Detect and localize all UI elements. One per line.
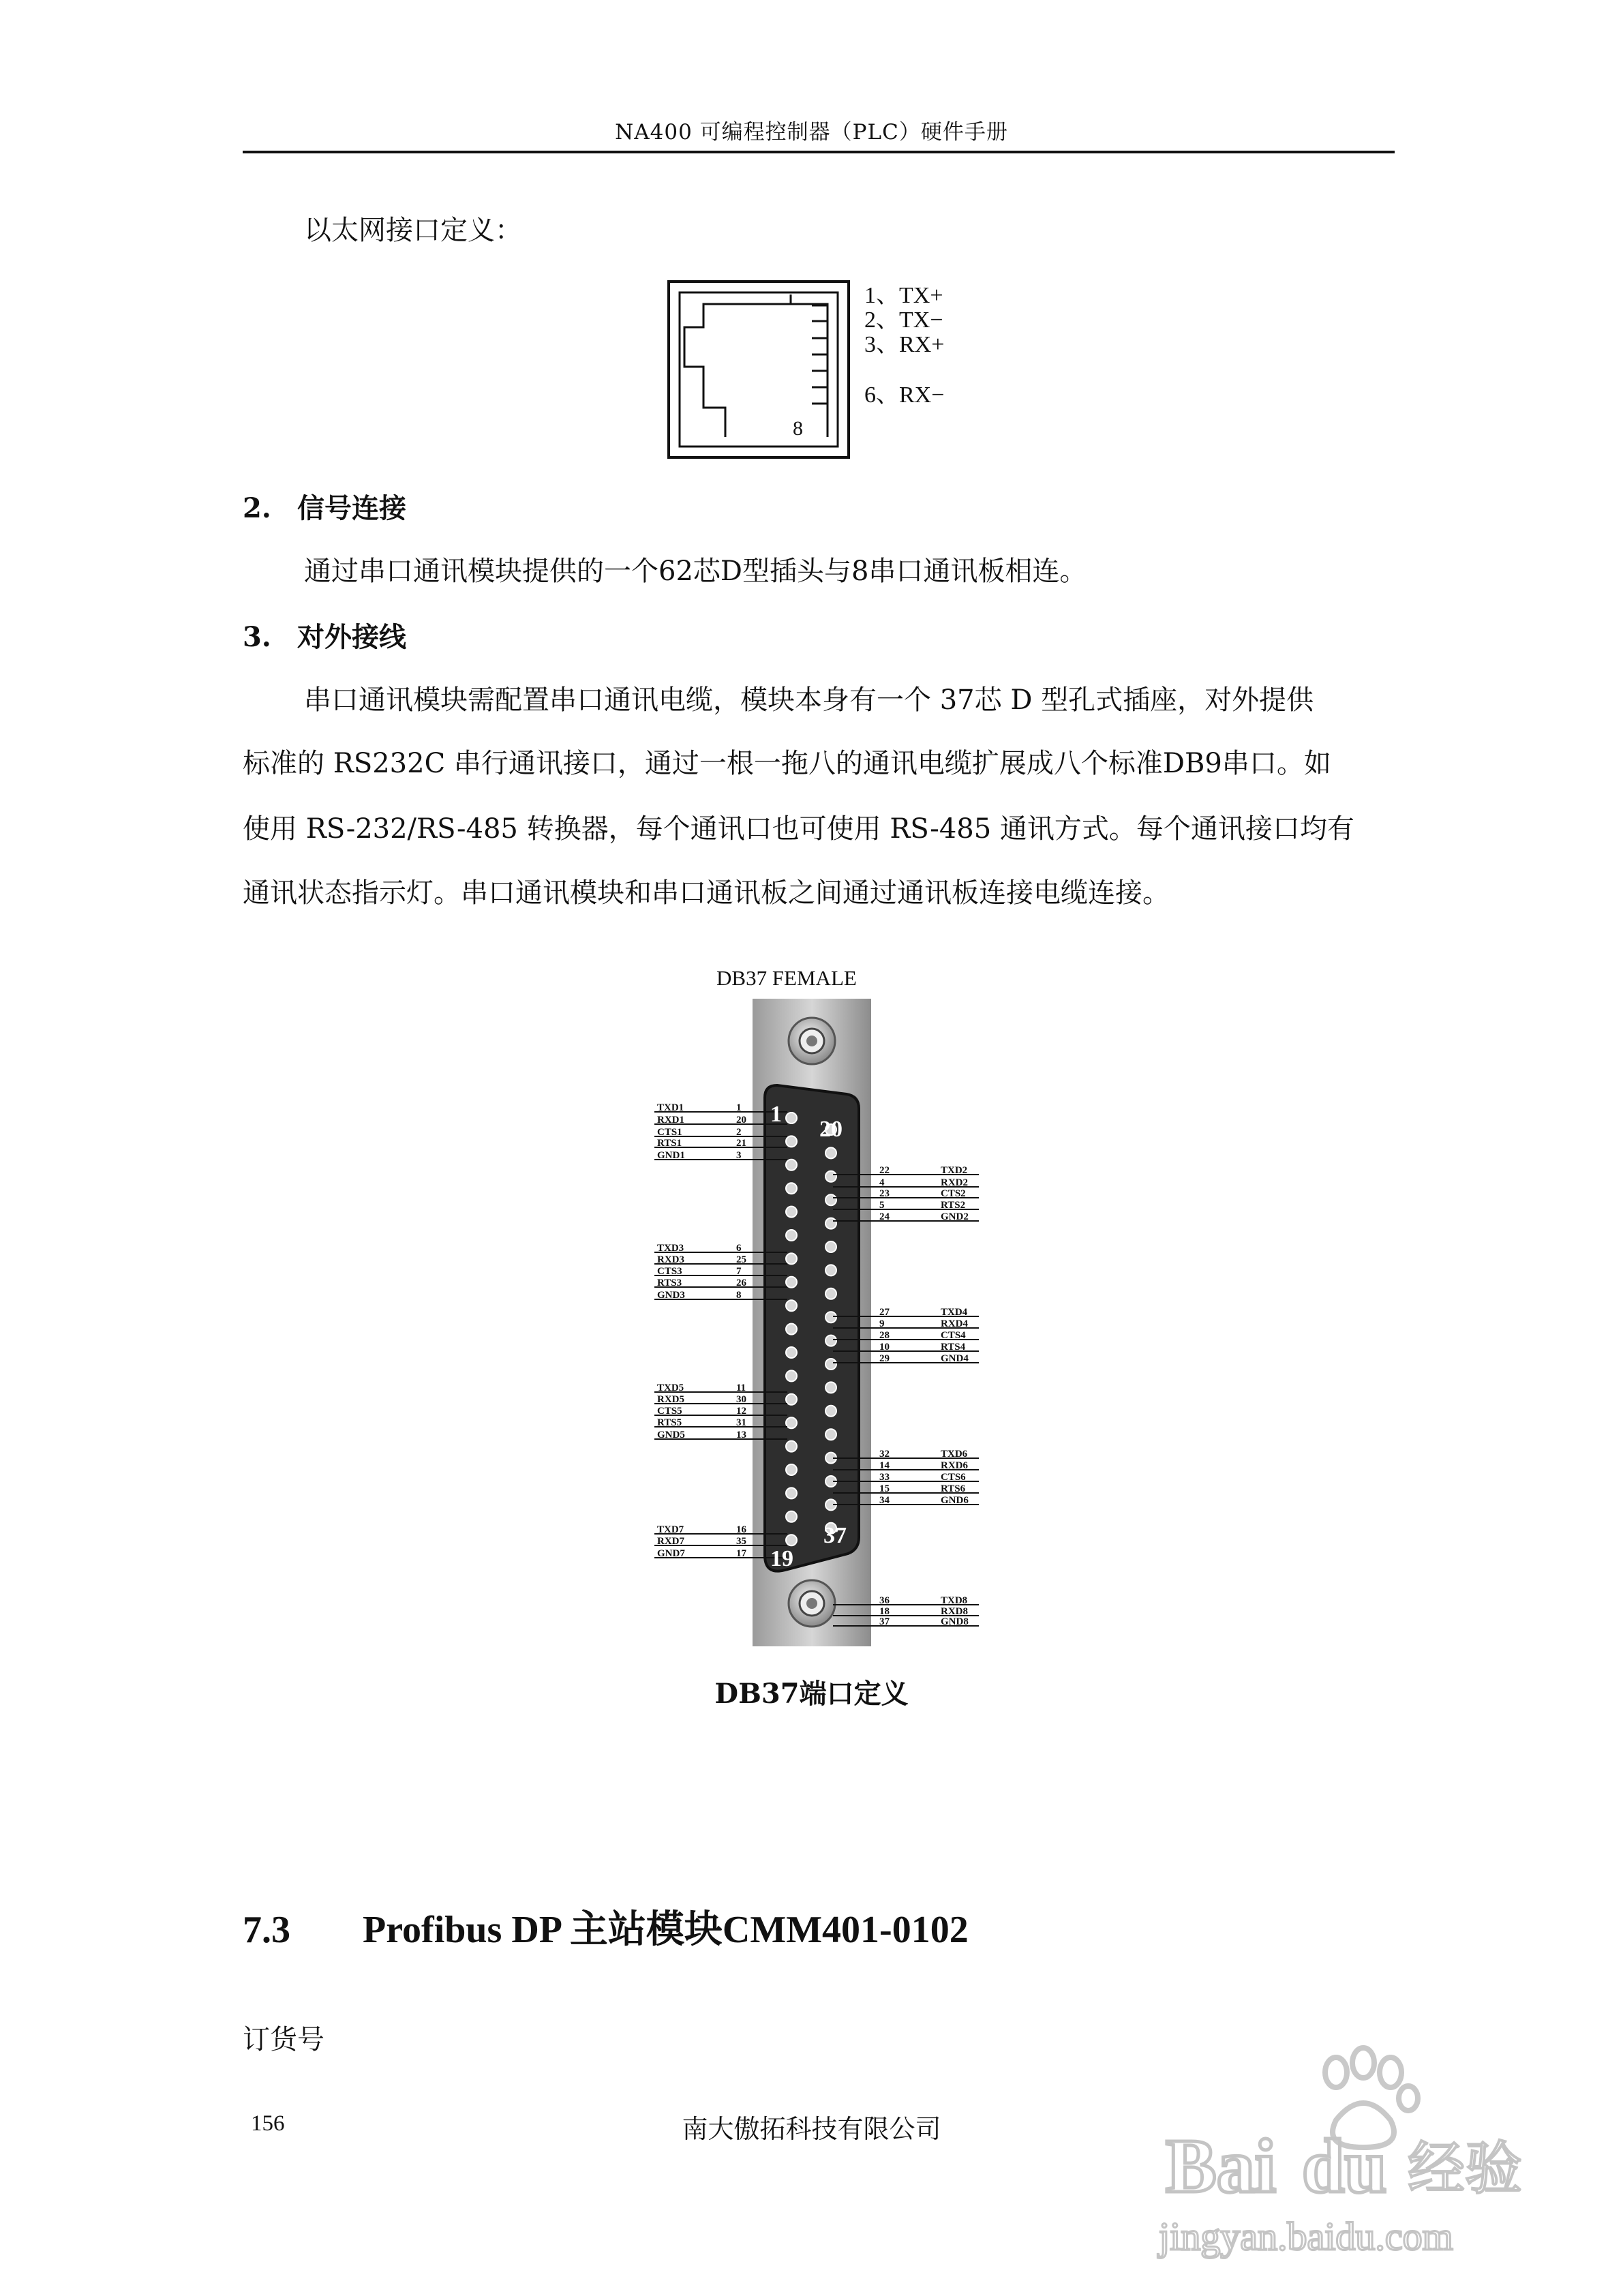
pin-number-label: 32 (879, 1449, 890, 1460)
pin-number-label: 16 (736, 1524, 746, 1535)
screw-icon (789, 1018, 835, 1064)
rj45-pin-label: 1、TX+ (864, 283, 943, 308)
pin-signal-label: RXD5 (657, 1394, 684, 1405)
body-line: 串口通讯模块需配置串口通讯电缆，模块本身有一个 37芯 D 型孔式插座，对外提供 (304, 684, 1314, 716)
pin-hole (786, 1230, 797, 1241)
corner-label: 20 (819, 1117, 843, 1142)
pin-number-label: 23 (879, 1188, 890, 1199)
section-title: 信号连接 (297, 492, 406, 524)
pin-number-label: 25 (736, 1254, 746, 1265)
pin-hole (825, 1147, 836, 1158)
pin-hole (825, 1288, 836, 1299)
pin-number-label: 9 (879, 1318, 885, 1329)
pin-signal-label: GND8 (941, 1616, 969, 1627)
pin-number-label: 2 (736, 1127, 742, 1138)
pin-hole (786, 1487, 797, 1498)
pin-hole (786, 1441, 797, 1452)
pin-hole (786, 1183, 797, 1194)
header-title: NA400 可编程控制器（PLC）硬件手册 (615, 120, 1008, 145)
rj45-pin-label: 2、TX− (864, 307, 943, 333)
pin-signal-label: TXD7 (657, 1524, 684, 1535)
rj45-diagram (667, 280, 987, 464)
pin-signal-label: CTS2 (941, 1188, 966, 1199)
pin-number-label: 14 (879, 1460, 890, 1471)
page-number: 156 (251, 2111, 285, 2136)
pin-signal-label: GND6 (941, 1495, 969, 1506)
pin-number-label: 10 (879, 1342, 890, 1353)
section-wiring-heading (243, 621, 406, 653)
watermark-brand: Bai (1166, 2124, 1276, 2209)
body-line: 使用 RS-232/RS-485 转换器，每个通讯口也可使用 RS-485 通讯方式。每个通讯接口均有 (243, 813, 1354, 845)
db37-figure-caption: DB37端口定义 (714, 1678, 909, 1710)
pin-signal-label: TXD2 (941, 1165, 968, 1176)
pin-hole (825, 1382, 836, 1393)
pin-number-label: 17 (736, 1548, 746, 1559)
section-signal-heading (243, 492, 406, 524)
corner-label: 1 (770, 1102, 782, 1127)
rj45-pin-label: 3、RX+ (864, 332, 945, 357)
body-line: 通讯状态指示灯。串口通讯模块和串口通讯板之间通过通讯板连接电缆连接。 (243, 877, 1170, 909)
pin-number-label: 12 (736, 1406, 746, 1417)
section-signal-text: 通过串口通讯模块提供的一个62芯D型插头与8串口通讯板相连。 (304, 556, 1087, 587)
order-number-label: 订货号 (243, 2024, 324, 2055)
rj45-pin-label: 6、RX− (864, 382, 945, 408)
pin-number-label: 34 (879, 1495, 890, 1506)
pin-number-label: 8 (736, 1290, 742, 1301)
footer-company: 南大傲拓科技有限公司 (682, 2114, 941, 2144)
pin-hole (786, 1253, 797, 1264)
db37-connector-diagram (654, 992, 982, 1653)
pin-hole (825, 1406, 836, 1417)
pin-hole (786, 1417, 797, 1428)
rj45-outer-frame (669, 282, 849, 457)
pin-number-label: 22 (879, 1165, 890, 1176)
pin-signal-label: RTS3 (657, 1278, 682, 1288)
pin-signal-label: RXD8 (941, 1606, 968, 1617)
pin-hole (786, 1300, 797, 1311)
pin-signal-label: RTS2 (941, 1200, 966, 1211)
pin-hole (825, 1241, 836, 1252)
pin-number-label: 1 (736, 1102, 742, 1113)
pin-hole (825, 1171, 836, 1182)
pin-hole (786, 1136, 797, 1147)
pin-hole (825, 1194, 836, 1205)
pin-number-label: 33 (879, 1472, 890, 1483)
rj45-socket-outline (684, 304, 828, 437)
pin-number-label: 6 (736, 1243, 742, 1254)
pin-signal-label: TXD3 (657, 1243, 684, 1254)
pin-signal-label: GND1 (657, 1150, 685, 1161)
pin-signal-label: GND2 (941, 1211, 969, 1222)
pin-hole (786, 1347, 797, 1358)
pin-signal-label: TXD8 (941, 1595, 968, 1606)
pin-signal-label: RXD2 (941, 1177, 968, 1188)
header-rule (243, 151, 1395, 153)
rj45-pin8-label: 8 (793, 417, 803, 440)
pin-hole (825, 1429, 836, 1440)
db37-figure-title: DB37 FEMALE (716, 966, 857, 990)
pin-number-label: 11 (736, 1383, 746, 1393)
pin-hole (786, 1535, 797, 1545)
pin-number-label: 5 (879, 1200, 885, 1211)
pin-number-label: 20 (736, 1115, 746, 1126)
pin-signal-label: TXD4 (941, 1307, 968, 1318)
pin-hole (786, 1324, 797, 1335)
section-number: 2. (243, 492, 271, 524)
pin-signal-label: CTS1 (657, 1127, 682, 1138)
pin-number-label: 31 (736, 1417, 746, 1428)
pin-signal-label: GND3 (657, 1290, 685, 1301)
section-number: 3. (243, 621, 271, 653)
pin-number-label: 29 (879, 1353, 890, 1364)
pin-signal-label: GND4 (941, 1353, 969, 1364)
pin-number-label: 15 (879, 1483, 890, 1494)
pin-number-label: 37 (879, 1616, 890, 1627)
pin-signal-label: RXD7 (657, 1536, 684, 1547)
pin-hole (786, 1277, 797, 1288)
pin-signal-label: CTS6 (941, 1472, 966, 1483)
section-number: 7.3 (243, 1909, 290, 1951)
pin-signal-label: TXD5 (657, 1383, 684, 1393)
screw-icon (789, 1580, 835, 1627)
pin-signal-label: TXD6 (941, 1449, 968, 1460)
pin-signal-label: TXD1 (657, 1102, 684, 1113)
pin-hole (825, 1265, 836, 1275)
corner-label: 37 (823, 1523, 847, 1548)
pin-hole (786, 1394, 797, 1405)
pin-hole (786, 1464, 797, 1475)
pin-signal-label: RTS6 (941, 1483, 966, 1494)
pin-hole (786, 1370, 797, 1381)
pin-number-label: 35 (736, 1536, 746, 1547)
ethernet-intro: 以太网接口定义： (304, 215, 522, 246)
pin-number-label: 21 (736, 1138, 746, 1149)
corner-label: 19 (770, 1546, 793, 1571)
body-line: 标准的 RS232C 串行通讯接口，通过一根一拖八的通讯电缆扩展成八个标准DB9串口。如 (243, 748, 1331, 779)
pin-hole (786, 1511, 797, 1522)
pin-signal-label: GND7 (657, 1548, 685, 1559)
pin-number-label: 7 (736, 1266, 742, 1277)
pin-signal-label: RXD6 (941, 1460, 968, 1471)
pin-signal-label: RXD3 (657, 1254, 684, 1265)
pin-signal-label: RXD1 (657, 1115, 684, 1126)
pin-number-label: 13 (736, 1430, 746, 1440)
pin-hole (825, 1312, 836, 1323)
pin-signal-label: GND5 (657, 1430, 685, 1440)
pin-signal-label: RTS5 (657, 1417, 682, 1428)
watermark-url: jingyan.baidu.com (1159, 2214, 1453, 2259)
watermark-brand-suffix: 经验 (1408, 2138, 1523, 2201)
pin-signal-label: CTS5 (657, 1406, 682, 1417)
pin-number-label: 24 (879, 1211, 890, 1222)
pin-number-label: 18 (879, 1606, 890, 1617)
watermark-du: du (1302, 2124, 1387, 2209)
pin-number-label: 28 (879, 1330, 890, 1341)
pin-hole (825, 1218, 836, 1229)
pin-hole (786, 1207, 797, 1218)
pin-number-label: 36 (879, 1595, 890, 1606)
pin-hole (825, 1359, 836, 1370)
pin-signal-label: CTS3 (657, 1266, 682, 1277)
pin-number-label: 30 (736, 1394, 746, 1405)
pin-hole (786, 1113, 797, 1123)
pin-hole (786, 1160, 797, 1170)
pin-hole (825, 1335, 836, 1346)
baidu-jingyan-watermark (1132, 2045, 1554, 2277)
section-title: 对外接线 (297, 621, 406, 653)
pin-signal-label: RXD4 (941, 1318, 968, 1329)
pin-number-label: 26 (736, 1278, 746, 1288)
pin-number-label: 4 (879, 1177, 885, 1188)
pin-number-label: 27 (879, 1307, 890, 1318)
pin-signal-label: RTS1 (657, 1138, 682, 1149)
pin-number-label: 3 (736, 1150, 742, 1161)
pin-signal-label: CTS4 (941, 1330, 966, 1341)
section-title: Profibus DP 主站模块CMM401-0102 (363, 1909, 969, 1951)
section-7-3-heading (243, 1899, 969, 1954)
pin-signal-label: RTS4 (941, 1342, 966, 1353)
